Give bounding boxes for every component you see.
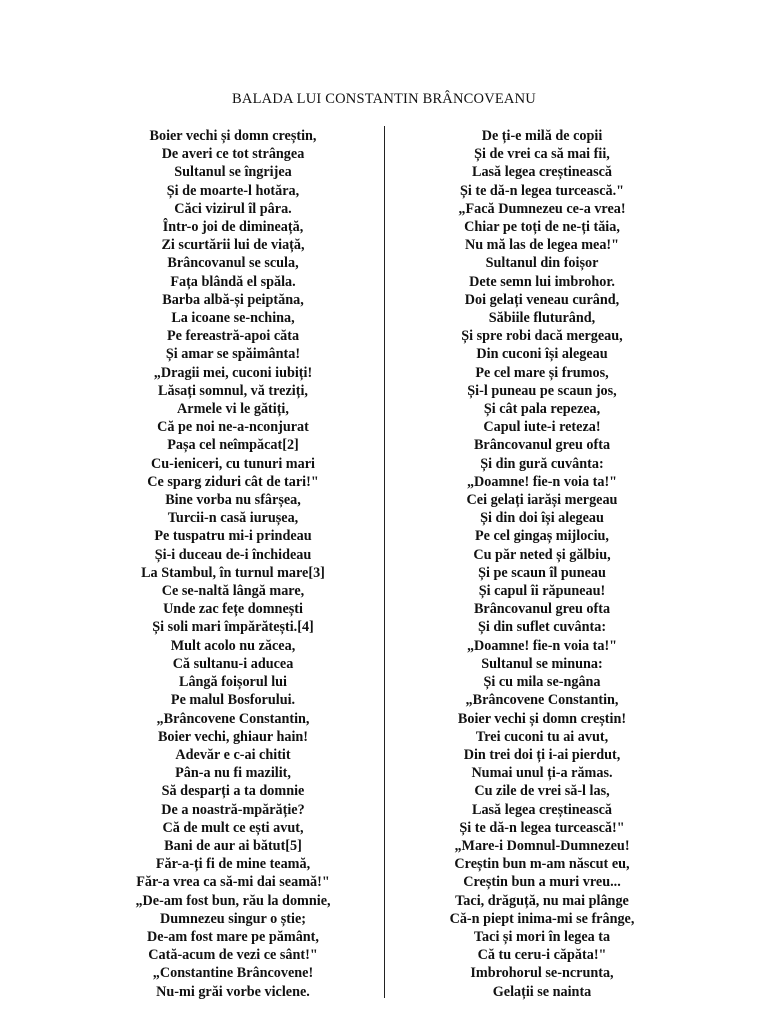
verse-line: Boier vechi, ghiaur hain! — [157, 728, 309, 745]
verse-line: Cu păr neted și gălbiu, — [473, 546, 611, 563]
verse-line: Creștin bun a muri vreu... — [463, 874, 621, 891]
verse-line: Ce se-naltă lângă mare, — [161, 583, 305, 600]
verse-line: Și spre robi dacă mergeau, — [461, 328, 623, 345]
verse-line: Nu-mi grăi vorbe viclene. — [156, 983, 310, 1000]
verse-line: Într-o joi de dimineață, — [162, 219, 304, 236]
verse-line: Sultanul se îngrijea — [174, 164, 292, 181]
verse-line: Lângă foișorul lui — [178, 674, 287, 691]
verse-line: „Doamne! fie-n voia ta!" — [466, 473, 618, 490]
verse-line: Cu zile de vrei să-l las, — [474, 783, 610, 800]
verse-line: Taci și mori în legea ta — [473, 928, 611, 945]
verse-line: Și amar se spăimânta! — [165, 346, 301, 363]
verse-line: Și de vrei ca să mai fii, — [474, 146, 610, 163]
verse-line: Și pe scaun îl puneau — [478, 564, 606, 581]
verse-line: Și din gură cuvânta: — [480, 455, 604, 472]
verse-line: Bani de aur ai bătut[5] — [164, 837, 302, 854]
verse-line: Săbiile fluturând, — [488, 310, 596, 327]
verse-line: Brâncovanul se scula, — [167, 255, 299, 272]
verse-line: „Doamne! fie-n voia ta!" — [466, 637, 618, 654]
verse-line: Chiar pe toți de ne-ți tăia, — [464, 219, 620, 236]
verse-line: Fața blândă el spăla. — [170, 273, 296, 290]
verse-line: Lasă legea creștinească — [471, 164, 612, 181]
verse-line: Lasă legea creștinească — [471, 801, 612, 818]
verse-line: Dumnezeu singur o știe; — [160, 910, 306, 927]
verse-line: Zi scurtării lui de viață, — [161, 237, 305, 254]
verse-line: „Mare-i Domnul-Dumnezeu! — [454, 837, 630, 854]
verse-line: „Brâncovene Constantin, — [465, 692, 619, 709]
verse-line: „Facă Dumnezeu ce-a vrea! — [458, 200, 626, 217]
verse-line: Numai unul ți-a rămas. — [471, 765, 613, 782]
verse-line: Brâncovanul greu ofta — [473, 437, 611, 454]
verse-line: Și capul îi răpuneau! — [478, 583, 606, 600]
verse-line: De averi ce tot strângea — [161, 146, 305, 163]
verse-line: Trei cuconi tu ai avut, — [475, 728, 609, 745]
verse-line: Făr-a vrea ca să-mi dai seamă!" — [136, 874, 330, 891]
verse-line: Cu-ieniceri, cu tunuri mari — [151, 455, 315, 472]
verse-line: Și din suflet cuvânta: — [477, 619, 607, 636]
verse-line: Gelații se nainta — [492, 983, 592, 1000]
verse-line: Din trei doi ți i-ai pierdut, — [463, 746, 621, 763]
verse-line: Că-n piept inima-mi se frânge, — [449, 910, 635, 927]
verse-line: Bine vorba nu sfârșea, — [165, 492, 301, 509]
verse-line: Turcii-n casă iurușea, — [167, 510, 299, 527]
verse-line: Armele vi le gătiți, — [177, 401, 289, 418]
verse-line: Boier vechi și domn creștin, — [149, 128, 317, 144]
poem-column-right — [392, 127, 692, 1001]
verse-line: Și de moarte-l hotăra, — [166, 182, 300, 199]
verse-line: Creștin bun m-am născut eu, — [454, 856, 630, 873]
verse-line: Pe cel gingaș mijlociu, — [475, 528, 609, 545]
verse-line: Și te dă-n legea turcească!" — [459, 819, 625, 836]
verse-line: Și te dă-n legea turcească." — [459, 182, 625, 199]
verse-line: Taci, drăguță, nu mai plânge — [455, 892, 629, 909]
verse-line: La Stambul, în turnul mare[3] — [141, 564, 325, 581]
verse-line: Cei gelați iarăși mergeau — [466, 492, 618, 509]
verse-line: Sultanul se minuna: — [481, 655, 603, 672]
verse-line: Imbrohorul se-ncrunta, — [470, 965, 614, 982]
verse-line: Că pe noi ne-a-nconjurat — [157, 419, 309, 436]
verse-line: Brâncovanul greu ofta — [473, 601, 611, 618]
verse-line: Și din doi își alegeau — [480, 510, 604, 527]
column-divider — [384, 126, 385, 998]
verse-line: Și soli mari împărătești.[4] — [152, 619, 314, 636]
verse-line: Barba albă-și peiptăna, — [162, 291, 304, 308]
verse-line: Boier vechi și domn creștin! — [457, 710, 627, 727]
verse-line: „Brâncovene Constantin, — [156, 710, 310, 727]
verse-line: De-am fost mare pe pământ, — [147, 928, 319, 945]
verse-line: Făr-a-ți fi de mine teamă, — [155, 856, 311, 873]
verse-line: Pe tuspatru mi-i prindeau — [154, 528, 312, 545]
verse-line: Să desparți a ta domnie — [161, 783, 305, 800]
verse-line: Din cuconi își alegeau — [476, 346, 608, 363]
verse-line: Unde zac fețe domnești — [163, 601, 303, 618]
verse-line: „Dragii mei, cuconi iubiți! — [153, 364, 313, 381]
verse-line: Pe fereastră-apoi căta — [166, 328, 300, 345]
verse-line: De ți-e milă de copii — [481, 128, 603, 144]
verse-line: Mult acolo nu zăcea, — [170, 637, 296, 654]
verse-line: Că sultanu-i aducea — [172, 655, 294, 672]
verse-line: Dete semn lui imbrohor. — [469, 273, 615, 290]
verse-line: Și-l puneau pe scaun jos, — [467, 382, 617, 399]
verse-line: Pe cel mare și frumos, — [475, 364, 609, 381]
verse-line: La icoane se-nchina, — [171, 310, 295, 327]
verse-line: Că de mult ce ești avut, — [162, 819, 304, 836]
verse-line: „De-am fost bun, rău la domnie, — [135, 892, 331, 909]
verse-line: Cată-acum de vezi ce sânt!" — [148, 947, 318, 964]
verse-line: De a noastră-mpărăție? — [161, 801, 305, 818]
verse-line: Că tu ceru-i căpăta!" — [477, 947, 607, 964]
poem-column-left — [83, 127, 383, 1001]
verse-line: Nu mă las de legea mea!" — [464, 237, 620, 254]
verse-line: Pașa cel neîmpăcat[2] — [167, 437, 299, 454]
poem-title: BALADA LUI CONSTANTIN BRÂNCOVEANU — [232, 91, 536, 107]
verse-line: Căci vizirul îl pâra. — [174, 200, 292, 217]
verse-line: „Constantine Brâncovene! — [152, 965, 314, 982]
verse-line: Pe malul Bosforului. — [170, 692, 296, 709]
verse-line: Ce sparg ziduri cât de tari!" — [147, 473, 319, 490]
verse-line: Doi gelați veneau curând, — [464, 291, 620, 308]
verse-line: Lăsați somnul, vă treziți, — [158, 382, 308, 399]
verse-line: Capul iute-i reteza! — [483, 419, 601, 436]
verse-line: Și-i duceau de-i închideau — [154, 546, 312, 563]
verse-line: Și cu mila se-ngâna — [483, 674, 601, 691]
verse-line: Sultanul din foișor — [485, 255, 599, 272]
verse-line: Pân-a nu fi mazilit, — [175, 765, 291, 782]
verse-line: Adevăr e c-ai chitit — [175, 746, 291, 763]
verse-line: Și cât pala repezea, — [483, 401, 601, 418]
